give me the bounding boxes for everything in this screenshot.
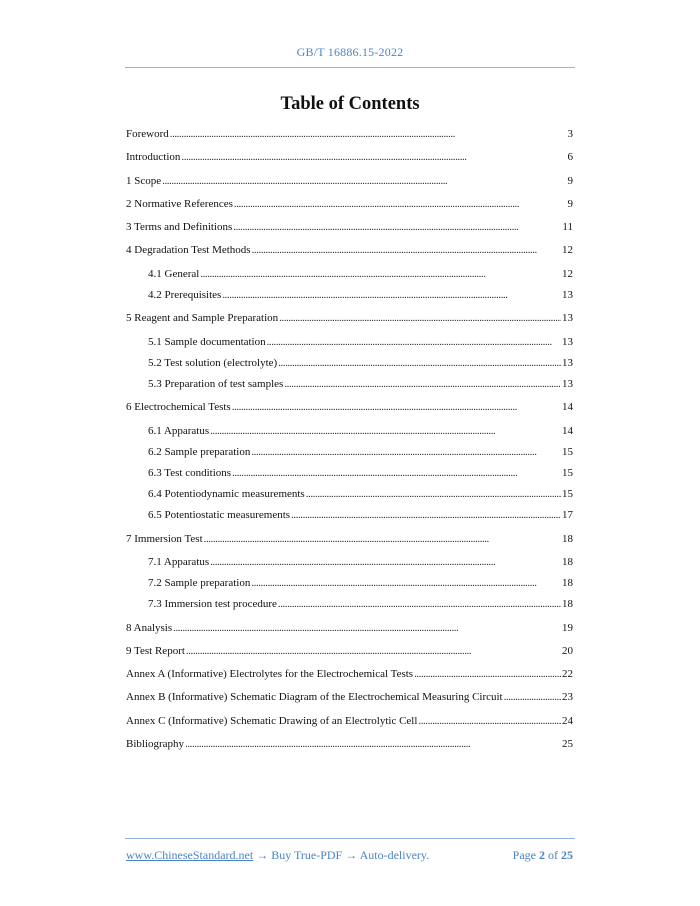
of-word: of [548, 848, 558, 862]
toc-entry-label: 5.2 Test solution (electrolyte) [148, 356, 278, 369]
current-page: 2 [539, 848, 545, 862]
toc-entry-label: 4 Degradation Test Methods [126, 244, 251, 257]
toc-entry-label: Bibliography [126, 738, 185, 751]
toc-leader-dots [284, 377, 561, 391]
toc-leader-dots [418, 714, 561, 728]
auto-delivery-text: Auto-delivery. [359, 848, 430, 862]
toc-entry[interactable] [148, 335, 573, 349]
toc-leader-dots [251, 576, 561, 590]
toc-leader-dots [170, 127, 567, 141]
toc-entry-page: 25 [562, 738, 573, 751]
toc-entry-page: 18 [562, 577, 573, 590]
website-link[interactable]: www.ChineseStandard.net [126, 848, 254, 862]
toc-leader-dots [279, 311, 561, 325]
page-word: Page [512, 848, 536, 862]
toc-entry-label: Introduction [126, 151, 181, 164]
toc-entry-label: 5 Reagent and Sample Preparation [126, 312, 279, 325]
toc-entry-page: 22 [562, 668, 573, 681]
toc-entry-page: 15 [562, 488, 573, 501]
toc-leader-dots [278, 597, 561, 611]
toc-entry[interactable] [126, 400, 573, 414]
toc-entry-label: Annex C (Informative) Schematic Drawing of an Electrolytic Cell [126, 714, 418, 727]
footer-divider [125, 838, 575, 839]
toc-entry[interactable] [148, 487, 573, 501]
toc-entry-page: 6 [567, 151, 573, 164]
toc-entry[interactable] [148, 555, 573, 569]
toc-entry[interactable] [126, 174, 573, 188]
toc-entry-page: 23 [562, 691, 573, 704]
toc-entry-page: 14 [562, 424, 573, 437]
toc-entry-label: Annex B (Informative) Schematic Diagram of the Electrochemical Measuring Circuit [126, 691, 503, 704]
toc-leader-dots [185, 737, 561, 751]
toc-entry-page: 3 [567, 128, 573, 140]
toc-entry-page: 11 [562, 221, 573, 234]
toc-entry-label: 5.1 Sample documentation [148, 335, 266, 348]
toc-entry-page: 18 [562, 532, 573, 545]
toc-leader-dots [278, 356, 561, 370]
toc-entry-page: 20 [562, 644, 573, 657]
toc-entry[interactable] [148, 424, 573, 438]
buy-pdf-text: Buy True-PDF [271, 848, 343, 862]
toc-entry[interactable] [126, 690, 573, 704]
toc-entry[interactable] [148, 288, 573, 302]
toc-entry-label: 6.2 Sample preparation [148, 445, 251, 458]
toc-entry-label: 6.3 Test conditions [148, 466, 232, 479]
toc-entry-label: 4.1 General [148, 267, 200, 280]
toc-leader-dots [200, 267, 561, 281]
toc-leader-dots [186, 644, 561, 658]
toc-leader-dots [204, 532, 561, 546]
toc-entry-label: 5.3 Preparation of test samples [148, 377, 284, 390]
toc-leader-dots [181, 150, 566, 164]
toc-entry-label: 7.1 Apparatus [148, 555, 210, 568]
toc-entry[interactable] [148, 267, 573, 281]
toc-leader-dots [252, 243, 561, 257]
toc-leader-dots [232, 400, 561, 414]
toc-entry[interactable] [126, 243, 573, 257]
toc-leader-dots [222, 288, 561, 302]
toc-leader-dots [306, 487, 561, 501]
toc-entry[interactable] [148, 377, 573, 391]
arrow-right-icon: → [256, 848, 269, 862]
toc-entry[interactable] [126, 150, 573, 164]
toc-entry[interactable] [126, 714, 573, 728]
toc-entry[interactable] [126, 197, 573, 211]
toc-entry-label: 6 Electrochemical Tests [126, 401, 231, 414]
toc-entry-label: 6.4 Potentiodynamic measurements [148, 488, 305, 501]
toc-leader-dots [267, 335, 561, 349]
toc-entry[interactable] [126, 667, 573, 681]
document-code-header: GB/T 16886.15-2022 [296, 45, 404, 59]
toc-entry-page: 13 [562, 288, 573, 301]
toc-entry[interactable] [148, 576, 573, 590]
toc-entry[interactable] [126, 127, 573, 141]
toc-entry-page: 9 [567, 174, 573, 187]
toc-leader-dots [291, 508, 561, 522]
toc-entry-label: 6.1 Apparatus [148, 424, 210, 437]
header-divider [125, 67, 575, 68]
toc-entry[interactable] [126, 532, 573, 546]
toc-entry[interactable] [148, 597, 573, 611]
toc-leader-dots [173, 621, 561, 635]
toc-entry[interactable] [148, 356, 573, 370]
toc-entry-page: 13 [562, 335, 573, 348]
toc-leader-dots [210, 424, 561, 438]
toc-entry-label: Annex A (Informative) Electrolytes for the Electrochemical Tests [126, 668, 414, 681]
toc-entry-page: 24 [562, 714, 573, 727]
toc-entry-label: 6.5 Potentiostatic measurements [148, 509, 291, 522]
toc-entry-page: 13 [562, 312, 573, 325]
total-pages: 25 [561, 848, 573, 862]
toc-leader-dots [210, 555, 561, 569]
toc-entry[interactable] [148, 508, 573, 522]
toc-entry-label: 8 Analysis [126, 621, 173, 634]
toc-entry[interactable] [148, 445, 573, 459]
toc-entry-page: 18 [562, 555, 573, 568]
page-footer [126, 848, 573, 863]
toc-leader-dots [233, 220, 561, 234]
toc-entry-label: 3 Terms and Definitions [126, 221, 233, 234]
toc-entry-page: 15 [562, 466, 573, 479]
toc-entry-page: 12 [562, 267, 573, 280]
toc-entry[interactable] [126, 621, 573, 635]
page-title: Table of Contents [280, 94, 420, 114]
toc-leader-dots [234, 197, 567, 211]
toc-entry-page: 12 [562, 244, 573, 257]
toc-entry-page: 17 [562, 509, 573, 522]
toc-entry[interactable] [126, 644, 573, 658]
toc-entry-page: 15 [562, 445, 573, 458]
toc-entry[interactable] [126, 737, 573, 751]
toc-entry[interactable] [126, 311, 573, 325]
toc-entry-page: 18 [562, 598, 573, 611]
toc-entry-page: 13 [562, 377, 573, 390]
toc-entry-label: Foreword [126, 128, 169, 140]
table-of-contents [126, 127, 573, 760]
arrow-right-icon: → [345, 848, 358, 862]
toc-entry-label: 9 Test Report [126, 644, 185, 657]
page-number [513, 848, 573, 863]
toc-entry-label: 7 Immersion Test [126, 532, 203, 545]
toc-entry-label: 7.3 Immersion test procedure [148, 598, 277, 611]
toc-leader-dots [251, 445, 561, 459]
toc-entry-page: 9 [567, 197, 573, 210]
toc-entry-page: 14 [562, 401, 573, 414]
toc-leader-dots [504, 690, 561, 704]
toc-leader-dots [414, 667, 561, 681]
toc-entry[interactable] [148, 466, 573, 480]
toc-leader-dots [162, 174, 566, 188]
toc-leader-dots [232, 466, 561, 480]
toc-entry-label: 7.2 Sample preparation [148, 577, 251, 590]
toc-entry-label: 1 Scope [126, 174, 162, 187]
toc-entry-label: 2 Normative References [126, 197, 233, 210]
toc-entry-label: 4.2 Prerequisites [148, 288, 222, 301]
toc-entry-page: 13 [562, 356, 573, 369]
footer-promo [126, 848, 429, 863]
toc-entry[interactable] [126, 220, 573, 234]
toc-entry-page: 19 [562, 621, 573, 634]
